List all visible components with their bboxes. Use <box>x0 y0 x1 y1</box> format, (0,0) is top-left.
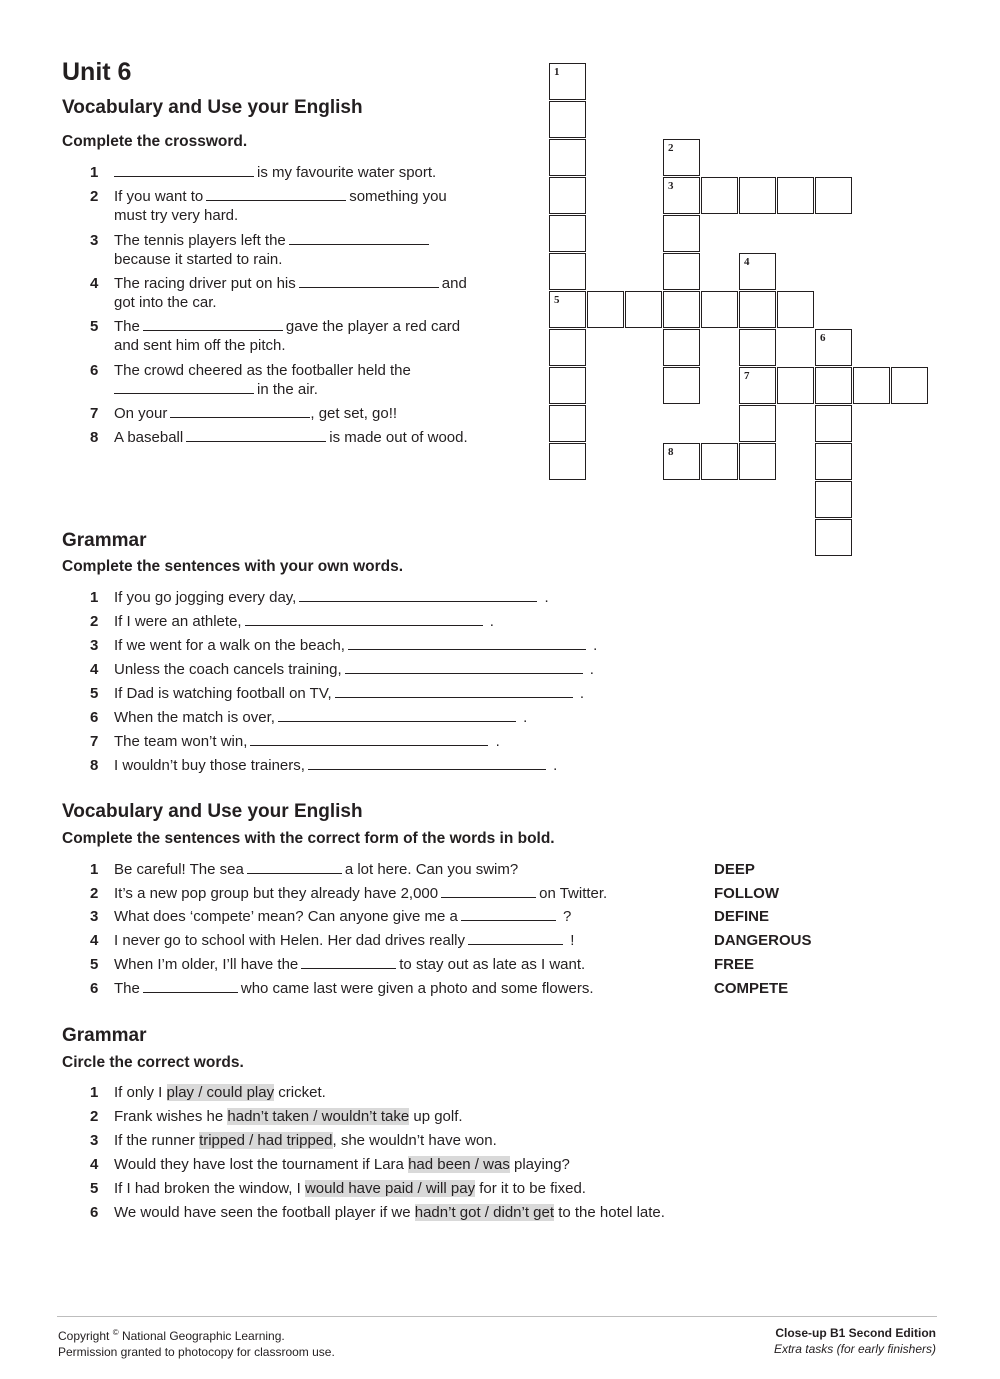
sentence-text: When the match is over, <box>114 709 275 726</box>
item-number: 7 <box>90 733 99 750</box>
answer-blank[interactable] <box>114 163 254 177</box>
clue-text: is made out of wood. <box>329 429 468 446</box>
sentence-text: up golf. <box>413 1108 463 1125</box>
sentence-text: If we went for a walk on the beach, <box>114 637 345 654</box>
crossword-cell[interactable] <box>777 177 814 214</box>
clue-text: On your <box>114 405 168 422</box>
sentence-text: When I’m older, I’ll have the <box>114 956 299 973</box>
crossword-cell[interactable] <box>739 253 776 290</box>
crossword-cell[interactable] <box>739 329 776 366</box>
sentence-text: If Dad is watching football on TV, <box>114 685 332 702</box>
bold-word-define: DEFINE <box>714 908 770 925</box>
crossword-cell[interactable] <box>549 405 586 442</box>
sentence-text: Frank wishes he <box>114 1108 224 1125</box>
answer-blank[interactable] <box>335 684 573 698</box>
answer-blank[interactable] <box>301 955 396 969</box>
crossword-cell[interactable] <box>815 405 852 442</box>
crossword-cell[interactable] <box>549 253 586 290</box>
item-number: 4 <box>90 1156 99 1173</box>
sentence-end: . <box>544 589 549 606</box>
item-number: 4 <box>90 932 99 949</box>
clue-number: 4 <box>90 275 99 292</box>
crossword-cell[interactable] <box>549 63 586 100</box>
clue-number: 3 <box>90 232 99 249</box>
answer-blank[interactable] <box>170 404 310 418</box>
unit-title: Unit 6 <box>62 58 132 86</box>
sentence-text: on Twitter. <box>539 885 608 902</box>
item-number: 3 <box>90 908 99 925</box>
crossword-clue-number: 7 <box>744 370 750 382</box>
crossword-cell[interactable] <box>701 443 738 480</box>
item-number: 6 <box>90 709 99 726</box>
sentence-text: The <box>114 980 140 997</box>
sentence-text: I never go to school with Helen. Her dad drives really <box>114 932 466 949</box>
clue-text: The crowd cheered as the footballer held the <box>114 362 411 379</box>
sentence-text: who came last were given a photo and some flowers. <box>240 980 594 997</box>
bold-word-dangerous: DANGEROUS <box>714 932 812 949</box>
crossword-clue-number: 3 <box>668 180 674 192</box>
sentence-end: . <box>523 709 528 726</box>
clue-number: 5 <box>90 318 99 335</box>
clue-text-line2: must try very hard. <box>114 207 239 224</box>
sentence-text: I wouldn’t buy those trainers, <box>114 757 305 774</box>
section-heading-grammar-2: Grammar <box>62 1025 147 1046</box>
word-choice-options[interactable]: had been / was <box>408 1156 510 1173</box>
crossword-cell[interactable] <box>777 291 814 328</box>
item-number: 3 <box>90 637 99 654</box>
clue-number: 2 <box>90 188 99 205</box>
footer-book-info <box>774 1325 936 1357</box>
crossword-cell[interactable] <box>815 481 852 518</box>
crossword-cell[interactable] <box>663 291 700 328</box>
bold-word-deep: DEEP <box>714 861 755 878</box>
sentence-text: The team won’t win, <box>114 733 248 750</box>
crossword-cell[interactable] <box>663 177 700 214</box>
clue-text-line2: in the air. <box>257 381 318 398</box>
clue-text: , get set, go!! <box>310 405 398 422</box>
sentence-text: If the runner <box>114 1132 195 1149</box>
item-number: 6 <box>90 1204 99 1221</box>
crossword-cell[interactable] <box>739 405 776 442</box>
copyright-text: Copyright <box>58 1329 110 1343</box>
clue-number: 1 <box>90 164 99 181</box>
crossword-clue-number: 1 <box>554 66 560 78</box>
answer-blank[interactable] <box>345 660 583 674</box>
clue-text: and <box>441 275 467 292</box>
answer-blank[interactable] <box>250 732 488 746</box>
sentence-text: We would have seen the football player if we <box>114 1204 411 1221</box>
answer-blank[interactable] <box>348 636 586 650</box>
sentence-text: What does ‘compete’ mean? Can anyone give me a <box>114 908 458 925</box>
sentence-end: . <box>593 637 598 654</box>
answer-blank[interactable] <box>441 884 536 898</box>
section-instruction-crossword: Complete the crossword. <box>62 133 248 150</box>
sentence-text: cricket. <box>278 1084 326 1101</box>
item-number: 5 <box>90 956 99 973</box>
clue-text: gave the player a red card <box>285 318 461 335</box>
crossword-clue-number: 4 <box>744 256 750 268</box>
permission-text: Permission granted to photocopy for classroom use. <box>58 1345 335 1359</box>
crossword-cell[interactable] <box>815 519 852 556</box>
sentence-text: playing? <box>514 1156 570 1173</box>
answer-blank[interactable] <box>289 231 429 245</box>
crossword-cell[interactable] <box>739 367 776 404</box>
crossword-clue-number: 8 <box>668 446 674 458</box>
answer-blank[interactable] <box>308 756 546 770</box>
sentence-end: . <box>579 685 584 702</box>
item-number: 5 <box>90 685 99 702</box>
crossword-cell[interactable] <box>549 215 586 252</box>
crossword-cell[interactable] <box>663 215 700 252</box>
book-title: Close-up B1 Second Edition <box>775 1326 936 1340</box>
section-heading-grammar-1: Grammar <box>62 530 147 551</box>
word-choice-options[interactable]: tripped / had tripped <box>199 1132 333 1149</box>
sentence-end: . <box>553 757 558 774</box>
copyright-symbol: © <box>112 1328 119 1337</box>
item-number: 5 <box>90 1180 99 1197</box>
sentence-text: a lot here. Can you swim? <box>344 861 519 878</box>
sentence-text: , she wouldn’t have won. <box>332 1132 497 1149</box>
answer-blank[interactable] <box>143 979 238 993</box>
word-choice-options[interactable]: would have paid / will pay <box>304 1180 476 1197</box>
crossword-cell[interactable] <box>777 367 814 404</box>
answer-blank[interactable] <box>299 274 439 288</box>
crossword-cell[interactable] <box>701 291 738 328</box>
clue-text: The tennis players left the <box>114 232 286 249</box>
answer-blank[interactable] <box>461 907 556 921</box>
crossword-cell[interactable] <box>587 291 624 328</box>
sentence-text: It’s a new pop group but they already have 2,000 <box>114 885 439 902</box>
sentence-text: If you go jogging every day, <box>114 589 297 606</box>
section-instruction-circle: Circle the correct words. <box>62 1054 244 1071</box>
crossword-cell[interactable] <box>663 253 700 290</box>
crossword-cell[interactable] <box>739 443 776 480</box>
sentence-text: If only I <box>114 1084 163 1101</box>
clue-number: 7 <box>90 405 99 422</box>
answer-blank[interactable] <box>143 317 283 331</box>
crossword-cell[interactable] <box>891 367 928 404</box>
crossword-cell[interactable] <box>815 177 852 214</box>
item-number: 8 <box>90 757 99 774</box>
crossword-cell[interactable] <box>549 101 586 138</box>
sentence-text: to stay out as late as I want. <box>399 956 586 973</box>
crossword-cell[interactable] <box>815 443 852 480</box>
item-number: 1 <box>90 861 99 878</box>
item-number: 4 <box>90 661 99 678</box>
crossword-cell[interactable] <box>663 443 700 480</box>
crossword-cell[interactable] <box>625 291 662 328</box>
answer-blank[interactable] <box>186 428 326 442</box>
crossword-clue-number: 2 <box>668 142 674 154</box>
sentence-text: ! <box>570 932 575 949</box>
sentence-text: Be careful! The sea <box>114 861 244 878</box>
answer-blank[interactable] <box>206 187 346 201</box>
clue-number: 6 <box>90 362 99 379</box>
clue-number: 8 <box>90 429 99 446</box>
bold-word-follow: FOLLOW <box>714 885 779 902</box>
sentence-text: to the hotel late. <box>558 1204 665 1221</box>
sentence-end: . <box>495 733 500 750</box>
clue-text: is my favourite water sport. <box>257 164 437 181</box>
answer-blank[interactable] <box>278 708 516 722</box>
section-heading-vocabulary-1: Vocabulary and Use your English <box>62 97 363 118</box>
crossword-cell[interactable] <box>815 329 852 366</box>
item-number: 2 <box>90 613 99 630</box>
crossword-clue-number: 5 <box>554 294 560 306</box>
clue-text: The racing driver put on his <box>114 275 296 292</box>
footer-divider <box>57 1316 937 1317</box>
crossword-cell[interactable] <box>549 329 586 366</box>
crossword-cell[interactable] <box>549 177 586 214</box>
sentence-text: Unless the coach cancels training, <box>114 661 342 678</box>
sentence-end: . <box>589 661 594 678</box>
crossword-cell[interactable] <box>663 329 700 366</box>
clue-text: A baseball <box>114 429 184 446</box>
clue-text-line2: got into the car. <box>114 294 217 311</box>
crossword-cell[interactable] <box>739 291 776 328</box>
clue-text-line2: and sent him off the pitch. <box>114 337 286 354</box>
word-choice-options[interactable]: play / could play <box>166 1084 275 1101</box>
answer-blank[interactable] <box>114 380 254 394</box>
crossword-cell[interactable] <box>663 139 700 176</box>
item-number: 6 <box>90 980 99 997</box>
book-subtitle: Extra tasks (for early finishers) <box>773 1342 936 1356</box>
sentence-text: ? <box>562 908 572 925</box>
item-number: 2 <box>90 885 99 902</box>
crossword-cell[interactable] <box>549 139 586 176</box>
clue-text: If you want to <box>114 188 204 205</box>
sentence-text: If I had broken the window, I <box>114 1180 301 1197</box>
answer-blank[interactable] <box>299 588 537 602</box>
bold-word-free: FREE <box>714 956 755 973</box>
sentence-text: If I were an athlete, <box>114 613 242 630</box>
item-number: 3 <box>90 1132 99 1149</box>
section-instruction-word-formation: Complete the sentences with the correct form of the words in bold. <box>62 830 555 847</box>
answer-blank[interactable] <box>247 860 342 874</box>
clue-text: something you <box>349 188 447 205</box>
crossword-cell[interactable] <box>549 443 586 480</box>
sentence-text: for it to be fixed. <box>479 1180 586 1197</box>
crossword-cell[interactable] <box>815 367 852 404</box>
answer-blank[interactable] <box>245 612 483 626</box>
crossword-cell[interactable] <box>701 177 738 214</box>
copyright-holder: National Geographic Learning. <box>121 1329 285 1343</box>
bold-word-compete: COMPETE <box>714 980 789 997</box>
footer-copyright <box>58 1325 335 1360</box>
section-heading-vocabulary-2: Vocabulary and Use your English <box>62 801 363 822</box>
item-number: 1 <box>90 589 99 606</box>
word-choice-options[interactable]: hadn’t taken / wouldn’t take <box>227 1108 410 1125</box>
item-number: 1 <box>90 1084 99 1101</box>
answer-blank[interactable] <box>468 931 563 945</box>
clue-text-line2: because it started to rain. <box>114 251 283 268</box>
crossword-cell[interactable] <box>549 367 586 404</box>
item-number: 2 <box>90 1108 99 1125</box>
crossword-cell[interactable] <box>739 177 776 214</box>
crossword-cell[interactable] <box>549 291 586 328</box>
word-choice-options[interactable]: hadn’t got / didn’t get <box>414 1204 555 1221</box>
section-instruction-own-words: Complete the sentences with your own words. <box>62 558 404 575</box>
clue-text: The <box>114 318 140 335</box>
crossword-cell[interactable] <box>853 367 890 404</box>
sentence-text: Would they have lost the tournament if Lara <box>114 1156 404 1173</box>
crossword-clue-number: 6 <box>820 332 826 344</box>
sentence-end: . <box>489 613 494 630</box>
crossword-cell[interactable] <box>663 367 700 404</box>
